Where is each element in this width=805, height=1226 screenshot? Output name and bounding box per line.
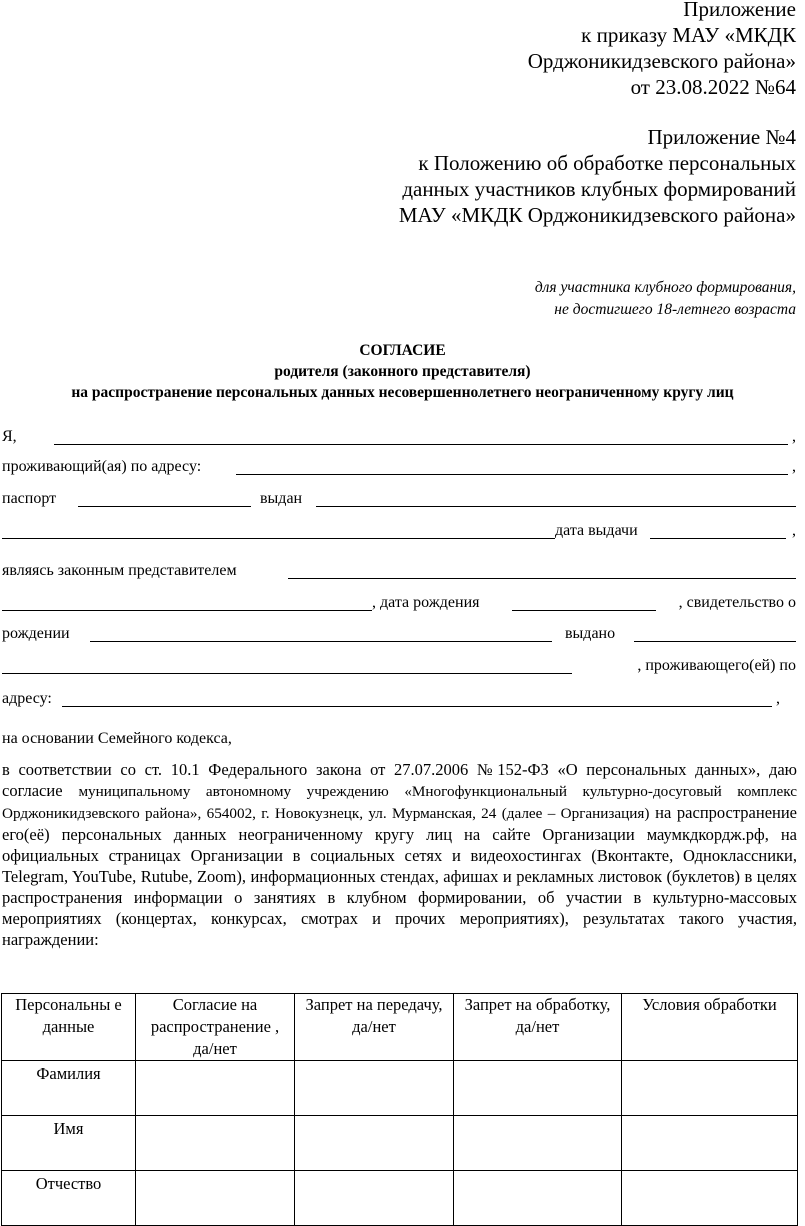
consent-text-1: в соответствии со ст. 10.1 Федерального закона от 27.07.2006 №152-ФЗ «О персональных данных», даю согласие [2,760,797,800]
fill-line-issued[interactable] [316,506,796,507]
consent-text-2: муниципальному автономному учреждению «Многофункциональный культурно-досуговый комплекс Орджоникидзевского района», 654002, г. Новокузнецк, ул. Мурманская, 24 (далее – Организация) [2,783,797,822]
cell-transfer-ban[interactable] [295,1171,454,1226]
form-row-birth-date [2,592,796,614]
label-certificate: , свидетельство о [678,594,796,611]
table-row [2,1061,798,1116]
cell-conditions[interactable] [622,1116,798,1171]
annex-line: данных участников клубных формирований [402,177,796,201]
header-consent: Согласие на распространение , да/нет [136,994,295,1061]
row-label-name: Имя [2,1116,136,1171]
label-representative: являясь законным представителем [2,562,237,579]
label-issue-date: дата выдачи [555,522,638,539]
row-label-surname: Фамилия [2,1061,136,1116]
header-conditions: Условия обработки [622,994,798,1061]
fill-line-certificate-issuer[interactable] [634,641,796,642]
form-row-passport [2,488,796,510]
comma: , [776,690,780,707]
label-issued-n: выдано [565,625,616,642]
fill-line-passport[interactable] [78,506,251,507]
fill-line-issuer[interactable] [2,538,555,539]
label-issued: выдан [260,490,303,507]
row-label-patronymic: Отчество [2,1171,136,1226]
comma: , [792,428,796,445]
applicability-note [535,277,796,321]
form-row-certificate [2,623,796,645]
personal-data-table [1,993,798,1226]
comma: , [792,458,796,475]
cell-conditions[interactable] [622,1171,798,1226]
label-residing: проживающий(ая) по адресу: [2,458,202,475]
annex-line: к Положению об обработке персональных [418,151,796,175]
fill-line-child-address[interactable] [62,706,772,707]
cell-processing-ban[interactable] [454,1116,622,1171]
consent-text-3: на распространение его(её) персональных данных неограниченному кругу лиц на сайте Организации маумкдкордж.рф, на официальных страницах Организации в социальных сетях и видеохостингах (Вконтакте, Одноклассники, Telegram, YouTube, Rutube, Zoom), информационных стендах, афишах и рекламных листовок (буклетов) в целях распространения информации о занятиях в клубном формировании, об участии в культурно-массовых мероприятиях (концертах, конкурсах, смотрах и прочих мероприятиях), результатах такого участия, награждении: [2,803,798,949]
annex-reference [399,124,796,228]
table-row [2,1116,798,1171]
fill-line-name[interactable] [54,444,788,445]
form-row-name [2,426,796,448]
order-line: Орджоникидзевского района» [527,49,796,73]
label-child-residing: , проживающего(ей) по [637,657,796,674]
label-birth: рождении [2,625,70,642]
fill-line-address[interactable] [236,474,788,475]
fill-line-birth-date[interactable] [512,610,656,611]
header-transfer-ban: Запрет на передачу, да/нет [295,994,454,1061]
cell-processing-ban[interactable] [454,1061,622,1116]
cell-consent[interactable] [136,1061,295,1116]
order-line: от 23.08.2022 №64 [630,75,796,99]
form-row-child-address [2,688,796,710]
note-line: не достигшего 18-летнего возраста [554,301,796,318]
form-row-representative [2,560,796,582]
label-i: Я, [2,428,17,445]
doc-subject: на распространение персональных данных несовершеннолетнего неограниченному кругу лиц [71,384,734,401]
doc-title: СОГЛАСИЕ [359,342,446,359]
cell-transfer-ban[interactable] [295,1061,454,1116]
label-address: адресу: [2,690,52,707]
form-row-issue-date [2,520,796,542]
fill-line-certificate[interactable] [90,641,552,642]
table-row [2,1171,798,1226]
annex-line: Приложение №4 [647,125,796,149]
note-line: для участника клубного формирования, [534,279,796,296]
basis-text: на основании Семейного кодекса, [2,730,232,747]
fill-line-issue-date[interactable] [650,538,786,539]
consent-paragraph [2,759,797,950]
form-row-child-residence [2,655,796,677]
table-header-row [2,994,798,1061]
basis-line [2,728,796,750]
fill-line-certificate-issuer-cont[interactable] [2,673,572,674]
order-line: к приказу МАУ «МКДК [581,23,796,47]
header-processing-ban: Запрет на обработку, да/нет [454,994,622,1061]
fill-line-child-name[interactable] [2,610,372,611]
cell-consent[interactable] [136,1116,295,1171]
comma: , [792,522,796,539]
form-row-address [2,456,796,478]
label-passport: паспорт [2,490,57,507]
cell-processing-ban[interactable] [454,1171,622,1226]
header-personal-data: Персональны е данные [2,994,136,1061]
annex-line: МАУ «МКДК Орджоникидзевского района» [398,203,796,227]
doc-subtitle: родителя (законного представителя) [274,363,531,380]
order-line: Приложение [683,0,796,21]
fill-line-representative[interactable] [288,578,796,579]
label-birth-date: , дата рождения [372,594,480,611]
cell-consent[interactable] [136,1171,295,1226]
order-reference [528,0,796,100]
cell-transfer-ban[interactable] [295,1116,454,1171]
cell-conditions[interactable] [622,1061,798,1116]
